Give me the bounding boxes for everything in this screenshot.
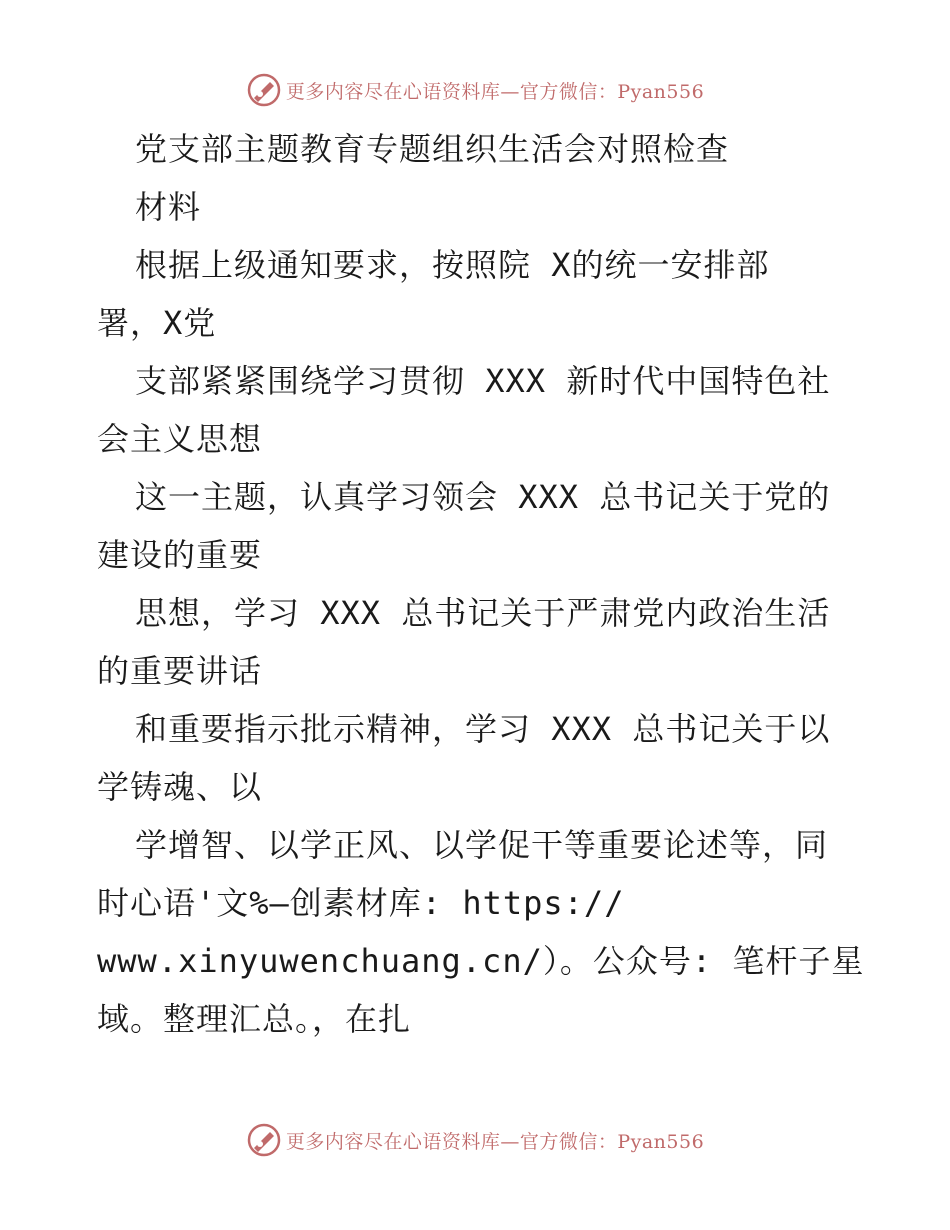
doc-line: 学铸魂、以 xyxy=(97,768,263,806)
document-body xyxy=(97,120,865,1048)
doc-line: www.xinyuwenchuang.cn/）。公众号: 笔杆子星 xyxy=(97,942,865,980)
doc-line: 会主义思想 xyxy=(97,420,263,458)
doc-line: 署，X党 xyxy=(97,304,217,342)
doc-line: 的重要讲话 xyxy=(97,652,263,690)
doc-line: 域。整理汇总。，在扎 xyxy=(97,1000,412,1038)
doc-line: 和重要指示批示精神，学习 XXX 总书记关于以 xyxy=(135,710,831,748)
watermark-banner-bottom xyxy=(0,1120,950,1160)
doc-line: 建设的重要 xyxy=(97,536,263,574)
pen-logo-icon xyxy=(246,1122,282,1158)
doc-line: 思想，学习 XXX 总书记关于严肃党内政治生活 xyxy=(135,594,831,632)
watermark-text: 更多内容尽在心语资料库—官方微信：Pyan556 xyxy=(285,80,705,103)
doc-line: 支部紧紧围绕学习贯彻 XXX 新时代中国特色社 xyxy=(135,362,831,400)
doc-line: 这一主题，认真学习领会 XXX 总书记关于党的 xyxy=(135,478,831,516)
doc-line: 时心语'文%—创素材库: https:// xyxy=(97,884,625,922)
doc-line: 材料 xyxy=(135,188,202,226)
watermark-banner-top xyxy=(0,70,950,110)
watermark-text: 更多内容尽在心语资料库—官方微信：Pyan556 xyxy=(285,1130,705,1153)
doc-line: 学增智、以学正风、以学促干等重要论述等，同 xyxy=(135,826,829,864)
doc-line: 党支部主题教育专题组织生活会对照检查 xyxy=(135,130,730,168)
doc-line: 根据上级通知要求，按照院 X的统一安排部 xyxy=(135,246,770,284)
pen-logo-icon xyxy=(246,72,282,108)
